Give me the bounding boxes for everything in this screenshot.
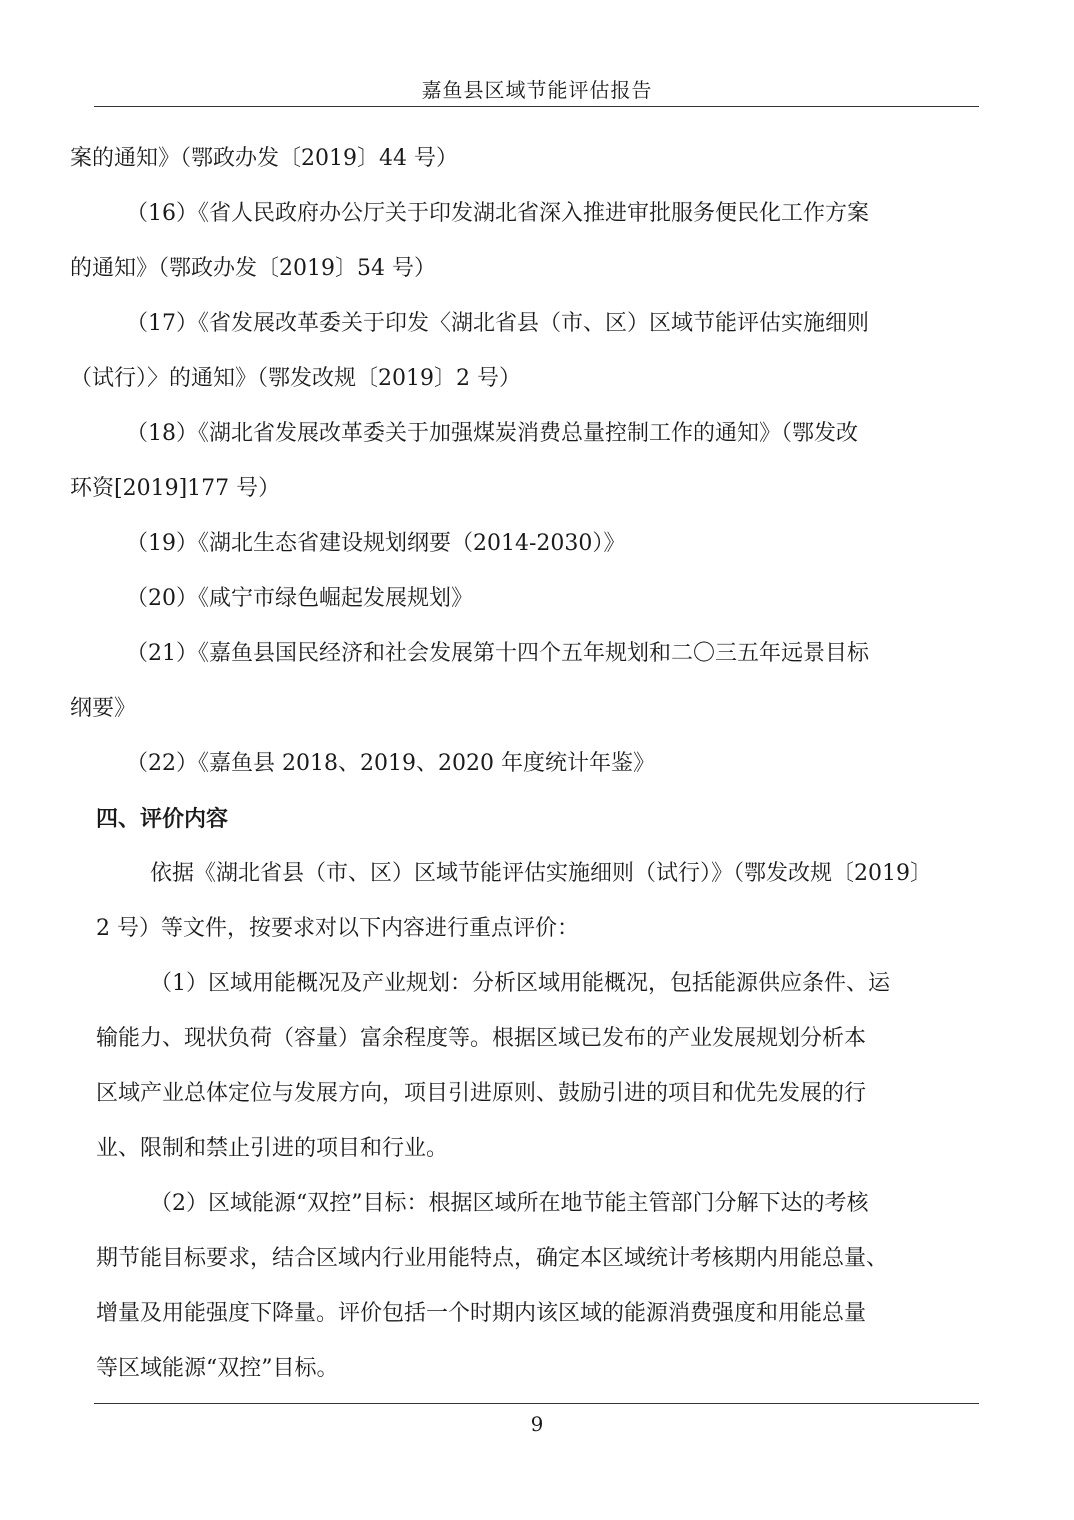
body-line: 业、限制和禁止引进的项目和行业。 — [96, 1136, 449, 1161]
page-header-title: 嘉鱼县区域节能评估报告 — [421, 78, 653, 102]
body-line: （21）《嘉鱼县国民经济和社会发展第十四个五年规划和二〇三五年远景目标 — [126, 641, 869, 666]
body-line: （17）《省发展改革委关于印发〈湖北省县（市、区）区域节能评估实施细则 — [126, 311, 869, 336]
body-line: 2 号）等文件，按要求对以下内容进行重点评价： — [96, 916, 579, 941]
body-line: 的通知》（鄂政办发〔2019〕54 号） — [70, 256, 436, 281]
section-heading: 四、评价内容 — [96, 806, 229, 832]
body-line: 期节能目标要求，结合区域内行业用能特点，确定本区域统计考核期内用能总量、 — [96, 1246, 889, 1271]
body-line: 纲要》 — [70, 696, 137, 721]
body-line: 增量及用能强度下降量。评价包括一个时期内该区域的能源消费强度和用能总量 — [96, 1301, 867, 1326]
page-number: 9 — [530, 1412, 544, 1436]
body-line: 等区域能源“双控”目标。 — [96, 1356, 339, 1381]
body-line: （16）《省人民政府办公厅关于印发湖北省深入推进审批服务便民化工作方案 — [126, 201, 869, 226]
body-line: 依据《湖北省县（市、区）区域节能评估实施细则（试行）》（鄂发改规〔2019〕 — [150, 861, 932, 886]
body-line: （19）《湖北生态省建设规划纲要（2014-2030）》 — [126, 531, 626, 556]
body-line: 环资[2019]177 号） — [70, 476, 281, 501]
body-line: 输能力、现状负荷（容量）富余程度等。根据区域已发布的产业发展规划分析本 — [96, 1026, 867, 1051]
body-line: （1）区域用能概况及产业规划：分析区域用能概况，包括能源供应条件、运 — [150, 971, 890, 996]
body-line: （试行）〉的通知》（鄂发改规〔2019〕2 号） — [70, 366, 521, 391]
body-line: 区域产业总体定位与发展方向，项目引进原则、鼓励引进的项目和优先发展的行 — [96, 1081, 867, 1106]
body-line: （20）《咸宁市绿色崛起发展规划》 — [126, 586, 473, 611]
body-line: （18）《湖北省发展改革委关于加强煤炭消费总量控制工作的通知》（鄂发改 — [126, 421, 858, 446]
body-line: 案的通知》（鄂政办发〔2019〕44 号） — [70, 146, 458, 171]
body-line: （22）《嘉鱼县 2018、2019、2020 年度统计年鉴》 — [126, 751, 655, 776]
body-line: （2）区域能源“双控”目标：根据区域所在地节能主管部门分解下达的考核 — [150, 1191, 869, 1216]
header-rule — [94, 106, 979, 107]
footer-rule — [94, 1403, 979, 1404]
